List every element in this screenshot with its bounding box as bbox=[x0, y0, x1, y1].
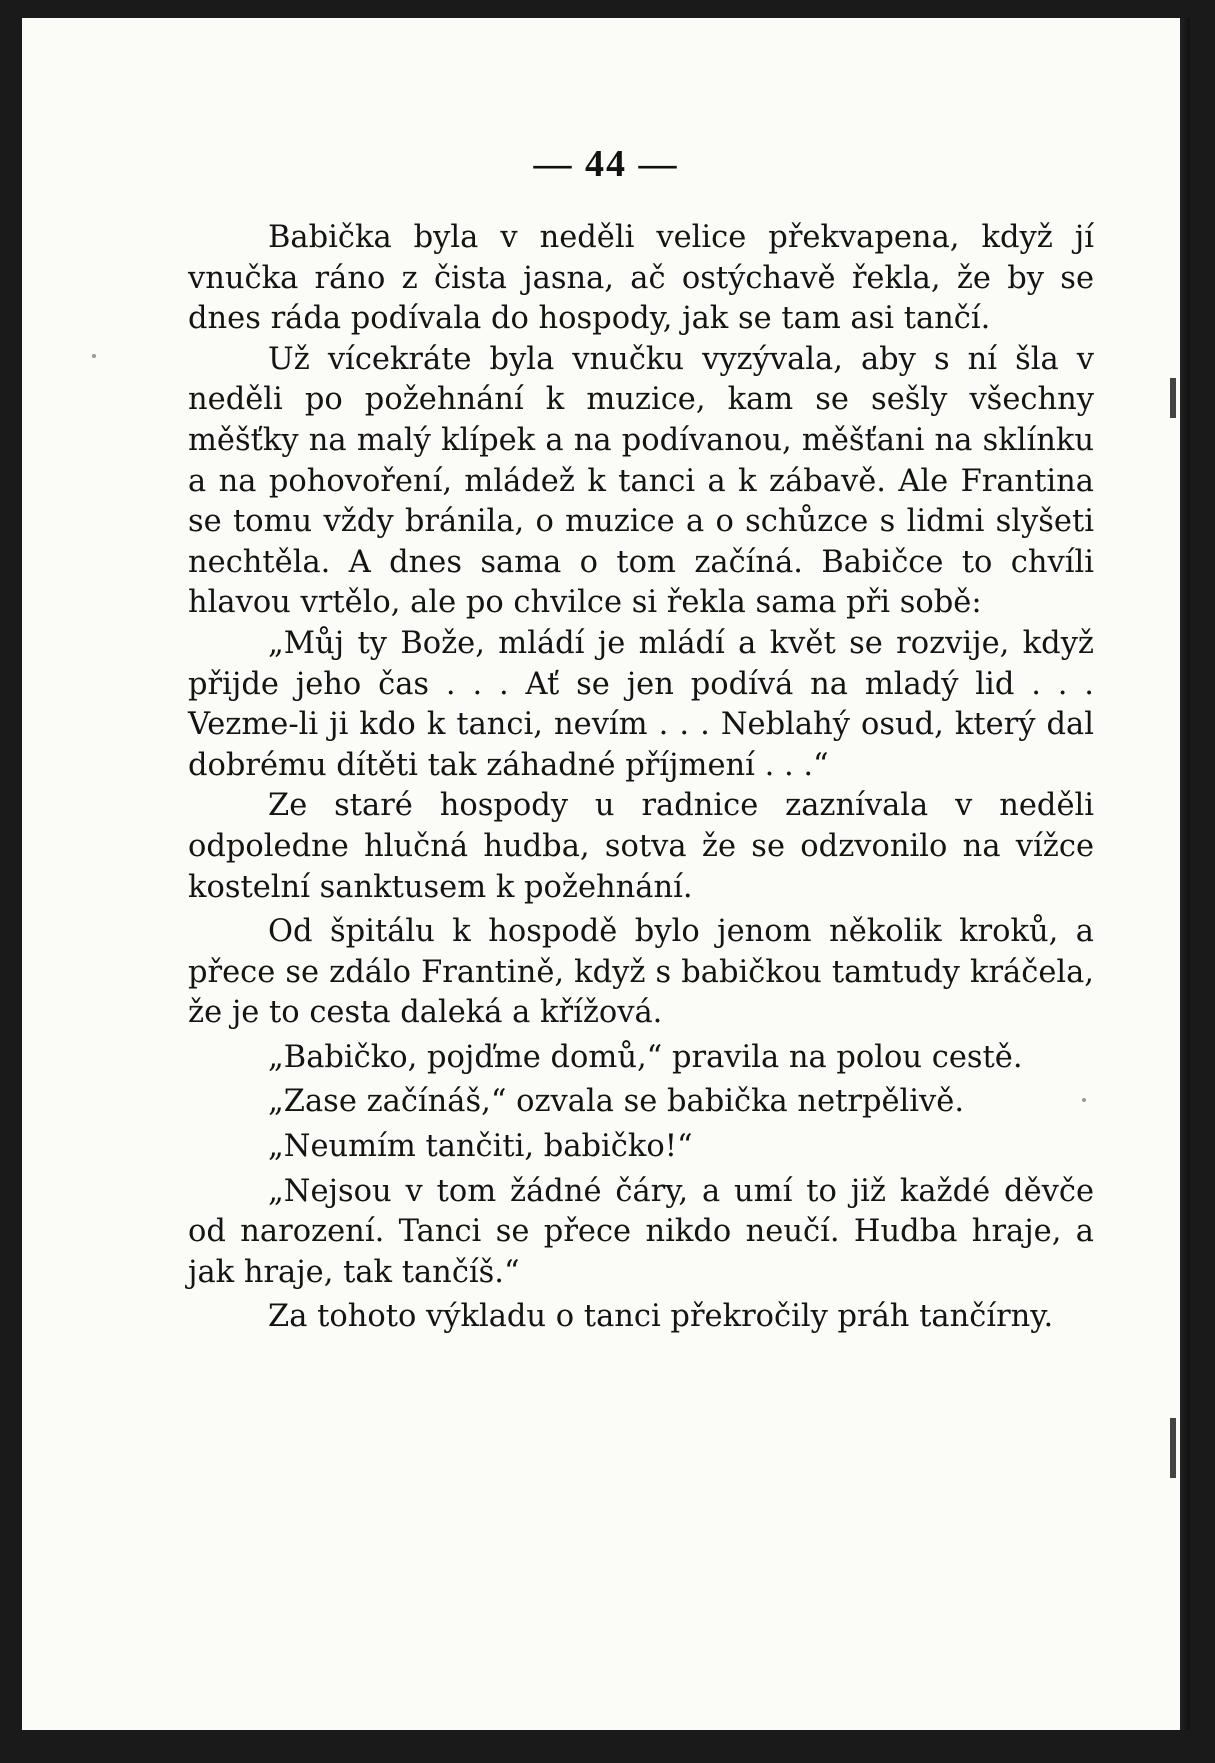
paragraph: „Můj ty Bože, mládí je mládí a květ se rozvije, když přijde jeho čas . . . Ať se jen podívá na mladý lid . . . Vezme-li ji kdo k tanci, nevím . . . Neblahý osud, který dal dobrému dítěti tak záhadné příjmení . . .“ bbox=[188, 625, 1094, 783]
paragraph: Od špitálu k hospodě bylo jenom několik kroků, a přece se zdálo Frantině, když s babičkou tamtudy kráčela, že je to cesta daleká a křížová. bbox=[188, 914, 1094, 1031]
book-page bbox=[22, 18, 1190, 1730]
paragraph: Ze staré hospody u radnice zaznívala v neděli odpoledne hlučná hudba, sotva že se odzvonilo na vížce kostelní sanktusem k požehnání. bbox=[188, 788, 1094, 905]
paragraph: „Nejsou v tom žádné čáry, a umí to již každé děvče od narození. Tanci se přece nikdo neučí. Hudba hraje, a jak hraje, tak tančíš.“ bbox=[188, 1173, 1094, 1290]
paragraph: Už vícekráte byla vnučku vyzývala, aby s ní šla v neděli po požehnání k muzice, kam se sešly všechny měšťky na malý klípek a na podívanou, měšťani na sklínku a na pohovoření, mládež k tanci a k zábavě. Ale Frantina se tomu vždy bránila, o muzice a o schůzce s lidmi slyšeti nechtěla. A dnes sama o tom začíná. Babičce to chvíli hlavou vrtělo, ale po chvilce si řekla sama při sobě: bbox=[188, 341, 1094, 621]
paragraph: Za tohoto výkladu o tanci překročily práh tančírny. bbox=[268, 1299, 1054, 1335]
body-text bbox=[188, 218, 1094, 1338]
paragraph: „Neumím tančiti, babičko!“ bbox=[268, 1129, 693, 1165]
binding-mark bbox=[1170, 1418, 1176, 1478]
paragraph: Babička byla v neděli velice překvapena, když jí vnučka ráno z čista jasna, ač ostýchavě řekla, že by se dnes ráda podívala do hospody, jak se tam asi tančí. bbox=[188, 220, 1094, 337]
paragraph: „Zase začínáš,“ ozvala se babička netrpělivě. bbox=[268, 1084, 965, 1120]
page-number: — 44 — bbox=[533, 143, 679, 185]
page-binding-edge bbox=[1176, 18, 1190, 1730]
binding-mark bbox=[1170, 378, 1176, 418]
paragraph: „Babičko, pojďme domů,“ pravila na polou cestě. bbox=[268, 1039, 1023, 1075]
page-smudge bbox=[92, 354, 96, 358]
